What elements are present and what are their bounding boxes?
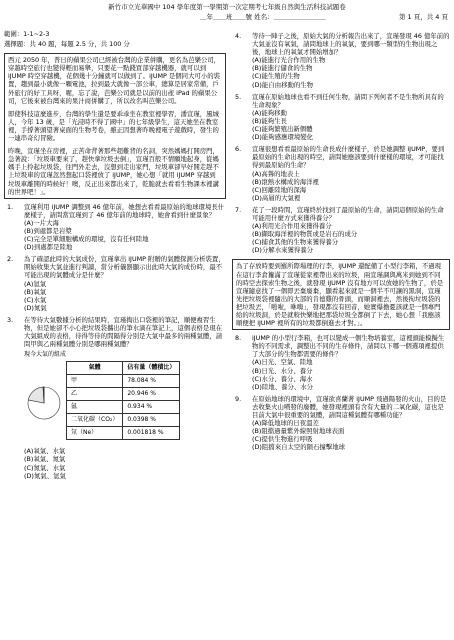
- question-stem: 為了確認此時的大氣成份，宣瑾拿出 iJUMP 附贈的氣體探測分析裝置，開始收集大氣並進行判讀，當分析儀器顯示出此時大氣的成份時，最不可能出現的氣體成分是什麼？: [24, 255, 225, 280]
- option-d: (D)阻擋來自太空的隕石撞擊地球: [252, 443, 345, 452]
- option-a: (A)氧氣、水氣: [24, 447, 66, 456]
- option-b: (B)滾熱水構成的海洋裡: [252, 177, 319, 186]
- passage-1: 西元 2050 年，普日的蘋果公司已經被台灣的企業併購，更名為芭樂公司，穿越時空旅行也變得輕而易舉，只要花一點錢買部穿越機器，就可以到 iJUMP 時空穿越機，花個幾十分鐘就可以做到了。iJUMP 是個同大可小的裝置，趨到最小就像一顆電池，拉到最大就像一部公車，總算是居家常備，戶外旅行的好工具呀，喔，忘了說，芭樂公司就是以前的出產 iPad 的蘋果公司，它後來被台灣來的果汁商併購了，所以改名叫芭樂公司。: [8, 56, 221, 105]
- option-c: (C)回離陸地的深海: [252, 185, 307, 194]
- scope-text: 範圍：1-1~2-3: [4, 30, 50, 38]
- option-d: (D)氮氣、氫氣: [24, 471, 66, 480]
- question-stem: 宣瑾在原始地球也看不到任何生物，請問下列何者不是生物所具有的生命現象？: [252, 92, 444, 109]
- question-number: 9.: [235, 394, 242, 403]
- question-stem: 花了一段時間，宣瑾終於找到了最原始的生命，請問這個原始的生命可能用什麼方式來獲得養分？: [252, 205, 444, 222]
- option-d: (D)分解水來獲得養分: [252, 246, 314, 255]
- option-d: (D)能夠感應環境變化: [252, 133, 314, 142]
- option-a: (A)日光、空氣、陸地: [252, 358, 313, 367]
- option-a: (A)利用光合作用來獲得養分: [252, 222, 332, 231]
- question-number: 4.: [235, 32, 242, 40]
- option-b: (B)阻擋過量紫外線照射地球表面: [252, 427, 345, 436]
- table-row: [67, 401, 180, 414]
- passage-2: 即使科技這麼進步，台灣的學生還是要乖乖坐在教室裡學習，潘宣瑾，風城人，今年 13 歲，是「光浸時不得了國中」的七年級學生，這天她坐在教室裡，手撐著頭望著桌面的生物考卷，雖正因想著昨晚裡電子遊戲時，發生的一連串奇幻冒險。: [8, 109, 219, 143]
- question-number: 7.: [235, 205, 242, 214]
- question-9: [232, 395, 450, 452]
- question-8: [232, 334, 450, 391]
- option-b: (B)到處都是岩漿: [24, 226, 72, 235]
- option-a: (A)能進行光合作用的生物: [252, 56, 326, 65]
- rules-text: 選擇題：共 40 題，每題 2.5 分，共 100 分: [4, 40, 130, 49]
- class-line: ＿年＿＿班＿＿號 姓名：＿＿＿＿＿＿＿＿: [200, 13, 326, 21]
- gas-share: 0.0398 %: [123, 414, 180, 427]
- option-d: (D)氮氣: [24, 303, 47, 312]
- option-d: (D)到處都是陸地: [24, 243, 73, 252]
- table-row: [67, 414, 180, 427]
- gas-header-share: 佔有量（體積比）: [123, 362, 180, 375]
- question-number: 8.: [235, 334, 242, 343]
- gas-share: 20.946 %: [123, 388, 180, 401]
- question-stem: 宣瑾很想看看最原始的生命長成什麼樣子，於是她調整 iJUMP，要到最原始的生命出現的時空，請問她應該要到什麼樣的環境，才可能找得到最原始的生命？: [252, 145, 445, 170]
- option-b: (B)能進行儲食的生物: [252, 64, 313, 73]
- question-4: [232, 32, 450, 89]
- option-a: (A)高聳的地表上: [252, 169, 300, 178]
- question-stem: iJUMP 的小型行李箱，也可以變成一個生物培養室，這裡頭能模擬生物的不同需求，調整出不同的生存條件，請問以下哪一個選項裡提供了大部分的生物都需要的條件？: [252, 334, 445, 359]
- option-a: (A)能夠移動: [252, 108, 287, 117]
- question-number: 5.: [235, 92, 242, 101]
- question-stem: 宣瑾利用 iJUMP 調整到 46 億年前，她想去看看最原始的地球環境長什麼樣子，請問當宣瑾到了 46 億年前的地球時，她會看到什麼景象？: [24, 202, 225, 219]
- question-5: [232, 93, 450, 142]
- passage-4: 為了存放時要到羅所際場理的行李，iJUMP 還配備了小型行李箱，不過現在這行李倉籮滿了宣瑾從家裡帶出來的垃圾，兩宣瑾調與萬米到她到不同的時空去探索生物之後，就發現 iJUMP 沒有地方可以放她的生物了，於是宣瑾隨意找了一個即丟棄廢棄，顯看起來就是一個半不可讓的黑洞，宣瑾先把垃圾袋裡隨出的大部的肯德雞的骨頭，而順洞裡去，然後拘垃圾袋的把垃圾丟，「啪啦，咻嗨」，發現都沒有回音，她實爆擔憂該就是一個專門給的垃圾洞，於是就較快樂地把那袋垃圾全都倒了下去，她心想「我應該順便把 iJUMP 裡所有的垃圾都倒進去才對。」。: [236, 262, 444, 328]
- option-c: (C)提供生物進行呼吸: [252, 435, 313, 444]
- question-number: 2.: [7, 255, 14, 264]
- left-column: [4, 30, 226, 480]
- pie-slice: [28, 387, 44, 403]
- atmosphere-pie-chart: [24, 363, 64, 443]
- option-b: (B)氧氣、氮氣: [24, 455, 66, 464]
- option-b: (B)氧氣: [24, 287, 47, 296]
- option-d: (D)能自由移動的生物: [252, 80, 314, 89]
- story-box: [4, 53, 226, 199]
- question-number: 1.: [7, 202, 14, 211]
- option-a: (A)氫氣: [24, 279, 47, 288]
- gas-header-name: 氣體: [67, 362, 123, 375]
- question-stem: 等待一陣子之後，原始大氣的分析報告出來了，宣瑾發現 46 億年前的大氣並沒有氧氣，請問地球上的氧氣，要到哪一類型的生物出現之後，地球上的氧氣才開始增加？: [252, 32, 450, 57]
- option-c: (C)氮氣、水氣: [24, 463, 66, 472]
- question-number: 3.: [7, 315, 14, 324]
- question-stem: 在等待大氣數據分析的結果時，宣瑾掏出口袋裡的筆記，順便複習生物，但是她卻不小心把垃圾袋攜出的筆水滴在筆記上，這個表格是現在大氣組成的表格，待得等侍的間隔得分別是大氣中最多的兩種氣體，請問甲與乙兩種氣體分別是哪兩種氣體？: [24, 315, 223, 349]
- table-row: [67, 388, 180, 401]
- option-c: (C)捕食其他的生物來獲得養分: [252, 238, 339, 247]
- gas-name: 甲: [67, 375, 123, 388]
- gas-name: 乙: [67, 388, 123, 401]
- gas-table: [66, 361, 180, 440]
- gas-share: 0.001818 %: [123, 427, 180, 440]
- table-row: [67, 427, 180, 440]
- option-b: (B)擷取海洋裡的物質或是岩石的成分: [252, 230, 358, 239]
- option-c: (C)完全是單細胞構成的環境，沒有任何陸地: [24, 235, 149, 244]
- gas-share: 78.084 %: [123, 375, 180, 388]
- question-2: [4, 255, 226, 312]
- option-d: (D)高層的大氣裡: [252, 193, 301, 202]
- story-box-2: [232, 259, 450, 330]
- question-3: [4, 316, 226, 480]
- question-6: [232, 145, 450, 202]
- option-a: (A)降低地球的日夜溫差: [252, 419, 319, 428]
- option-c: (C)能夠繁殖出新個體: [252, 125, 313, 134]
- option-c: (C)水氣: [24, 295, 47, 304]
- question-number: 6.: [235, 145, 242, 154]
- option-c: (C)能生殖的生物: [252, 72, 300, 81]
- option-d: (D)陸地、養分、水分: [252, 382, 314, 391]
- gas-name: 二氧化碳（CO₂）: [67, 414, 123, 427]
- option-a: (A)一片大海: [24, 218, 59, 227]
- exam-title: 新竹市立光華國中 104 學年度第一學期第一次定期考七年級自然與生活科技試題卷: [108, 3, 346, 11]
- question-1: [4, 203, 226, 252]
- table-row: [67, 375, 180, 388]
- option-c: (C)水分、養分、海水: [252, 374, 313, 383]
- gas-figure: [24, 359, 226, 447]
- option-b: (B)能夠生長: [252, 116, 287, 125]
- gas-share: 0.934 %: [123, 401, 180, 414]
- page-number: 第 1 頁，共 4 頁: [398, 13, 448, 21]
- right-column: [232, 30, 450, 452]
- option-b: (B)日光、水分、養分: [252, 366, 313, 375]
- question-7: [232, 206, 450, 255]
- question-stem: 在原始地球的環境中，宣瑾欲喜蘭著 iJUMP 飛過陽發的火山，目的是去收集火山噴發的廢體，她發現裡頭有含有大量的二氧化碳，這也是目前大氣中很重要的氣體，請問這種氣體有哪種功能？: [252, 394, 447, 420]
- gas-name: 氖（Ne）: [67, 427, 123, 440]
- chart-title: 現今大氣的組成: [24, 351, 67, 359]
- passage-3: 昨晚，宣瑾坐在房裡，正苦命背著那些超難背的名詞，突然媽媽打開房門，急著說：「垃圾車要來了，趕快拿垃圾去倒」，宣瑾百般不情願地起身，從媽媽手上拎起垃圾袋，往門外走去，沒想到走出家門，垃圾車卻早好開走趕不上垃圾車的宣瑾忽然想起口袋裡放了 iJUMP，她心想「就用 iJUMP 穿越到垃圾車離開的時候好！噢，反正出來都出來了，乾脆就去看看生物課本裡講的世界吧！」。: [8, 147, 219, 196]
- gas-name: 氬: [67, 401, 123, 414]
